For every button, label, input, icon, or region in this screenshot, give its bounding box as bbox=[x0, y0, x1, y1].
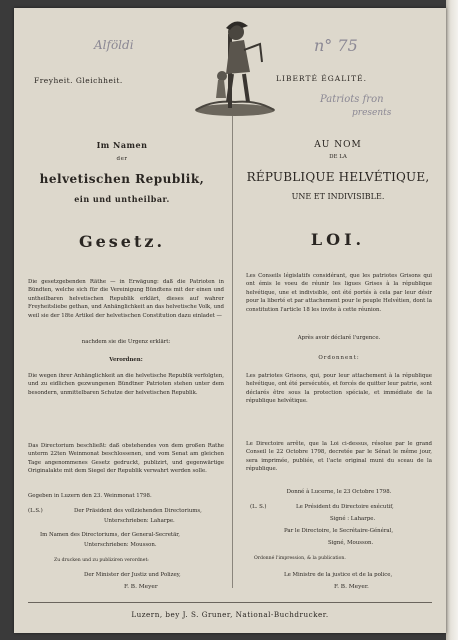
motto-german: Freyheit. Gleichheit. bbox=[34, 76, 123, 85]
german-president: Der Präsident des vollziehenden Directoriums, bbox=[74, 508, 202, 514]
german-invocation-2: der bbox=[116, 156, 128, 162]
footer-rule bbox=[28, 602, 432, 603]
handwritten-note-right-2: presents bbox=[352, 108, 392, 118]
german-signed-laharpe: Unterschrieben: Laharpe. bbox=[104, 518, 175, 524]
handwritten-note-right-1: Patriots fron bbox=[320, 94, 384, 105]
german-minister-name: F. B. Meyer bbox=[124, 584, 158, 590]
french-invocation-1: AU NOM bbox=[314, 140, 362, 150]
german-republic-heading: helvetischen Republik, bbox=[39, 172, 205, 186]
german-invocation-1: Im Namen bbox=[96, 140, 148, 150]
handwritten-note-top-left: Alföldi bbox=[94, 38, 134, 52]
handwritten-catalog-number: n° 75 bbox=[314, 36, 358, 55]
french-president: Le Président du Directoire exécutif, bbox=[296, 504, 394, 510]
german-decree: Die wegen ihrer Anhänglichkeit an die helvetische Republik verfolgten, und zu eidlichen gezwungenen Bündtner Patrioten stehen unter dem besondern, unmittelbaren Schutze der helvetischen Republik. bbox=[28, 373, 224, 396]
column-divider bbox=[232, 116, 233, 588]
german-seal: (L.S.) bbox=[28, 508, 43, 514]
scan-edge bbox=[446, 0, 458, 640]
french-minister-name: F. B. Meyer. bbox=[334, 584, 369, 590]
french-directory-resolution: Le Directoire arrête, que la Loi ci-dessus, résolue par le grand Conseil le 22 Octobre 1798, decretée par le Sénat le même jour, sera imprimée, publiée, et l'acte original muni du sceau de la république. bbox=[246, 441, 432, 473]
french-invocation-2: DE LA bbox=[329, 154, 347, 160]
french-date-given: Donné à Lucerne, le 23 Octobre 1798. bbox=[286, 489, 392, 495]
german-indivisible: ein und untheilbar. bbox=[74, 194, 170, 204]
german-signed-mousson: Unterschrieben: Mousson. bbox=[84, 542, 157, 548]
german-title: Gesetz. bbox=[78, 232, 166, 251]
german-preamble: Die gesetzgebenden Räthe — in Erwägung: daß die Patrioten in Bündten, welche sich für die Vereinigung Bündtens mit der einen und untheilbaren helvetischen Republik erklärt, dieses auf wahrer Freyheitsliebe gethan, und Anhänglichkeit an das helvetische Volk, und weil sie der 18te Artikel der helvetischen Constitution dazu einladet — bbox=[28, 279, 225, 319]
german-minister: Der Minister der Justiz und Polizey, bbox=[84, 572, 181, 578]
german-execution-order: Zu drucken und zu publiziren verordnet: bbox=[54, 558, 149, 563]
french-decree-heading: Ordonnent: bbox=[318, 355, 360, 361]
german-date-given: Gegeben in Luzern den 23. Weinmonat 1798. bbox=[28, 493, 152, 499]
french-preamble: Les Conseils législatifs considérant, que les patriotes Grisons qui ont émis le voeu de réunir les ligues Grises à la république helvétique, une et indivisible, ont été portés à cela par leur désir pour la liberté et par attachement pour le peuple Helvétien, dont la constitution l'article 18 les invite à cette réunion. bbox=[246, 273, 432, 313]
french-indivisible: UNE ET INDIVISIBLE. bbox=[291, 192, 385, 201]
german-decree-heading: Verordnen: bbox=[109, 357, 143, 363]
document-page bbox=[14, 8, 446, 633]
william-tell-vignette bbox=[192, 14, 278, 118]
french-decree: Les patriotes Grisons, qui, pour leur attachement à la république helvétique, ont été persécutés, et forcés de quitter leur patrie, sont déclarés être sous la protection spéciale, et immédiate de la république helvétique. bbox=[246, 373, 432, 405]
french-republic-heading: RÉPUBLIQUE HELVÉTIQUE, bbox=[246, 170, 430, 184]
motto-french: LIBERTÉ ÉGALITÉ. bbox=[276, 74, 367, 83]
french-minister: Le Ministre de la justice et de la police, bbox=[284, 572, 393, 578]
french-urgency: Après avoir déclaré l'urgence. bbox=[297, 335, 381, 341]
german-general-secretary: Im Namen des Directoriums, der General-Secretär, bbox=[40, 532, 180, 538]
french-signed-mousson: Signé, Mousson. bbox=[328, 540, 374, 546]
french-seal: (L. S.) bbox=[250, 504, 267, 510]
french-title: LOI. bbox=[310, 230, 366, 249]
printer-imprint: Luzern, bey J. S. Gruner, National-Buchdrucker. bbox=[131, 610, 329, 619]
french-execution-order: Ordonné l'impression, & la publication. bbox=[254, 556, 346, 561]
french-signed-laharpe: Signé : Laharpe. bbox=[330, 516, 376, 522]
german-directory-resolution: Das Directorium beschließt: daß obstehendes von dem großen Rathe unterm 22ten Weinmonat beschlossenen, und vom Senat am gleichen Tage angenommenes Gesetz gedruckt, publizirt, und gegenwärtige Originalakte mit dem Siegel der Republik verwahrt werden solle. bbox=[28, 443, 224, 475]
german-urgency: nachdem sie die Urgenz erklärt: bbox=[81, 339, 171, 345]
french-general-secretary: Par le Directoire, le Secrétaire-Général, bbox=[284, 528, 394, 534]
